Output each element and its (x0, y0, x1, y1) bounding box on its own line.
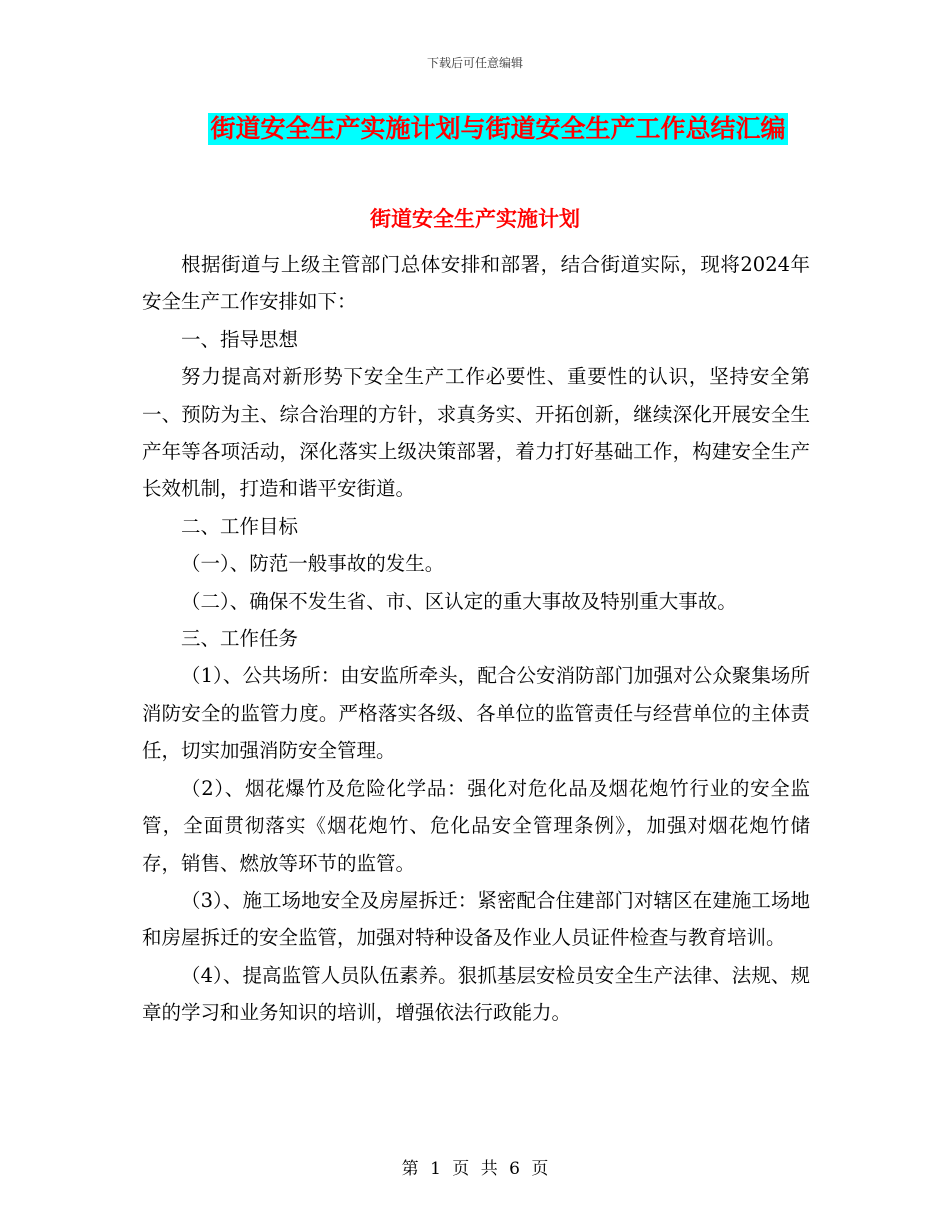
paragraph-intro: 根据街道与上级主管部门总体安排和部署，结合街道实际，现将2024年安全生产工作安排如下： (142, 253, 810, 314)
task-item-1: （1）、公共场所：由安监所牵头，配合公安消防部门加强对公众聚集场所消防安全的监管力度。严格落实各级、各单位的监管责任与经营单位的主体责任，切实加强消防安全管理。 (142, 664, 810, 763)
heading-work-goals: 二、工作目标 (181, 514, 299, 538)
goal-item-1: （一）、防范一般事故的发生。 (181, 552, 445, 576)
task-item-2: （2）、烟花爆竹及危险化学品：强化对危化品及烟花炮竹行业的安全监管，全面贯彻落实《烟花炮竹、危化品安全管理条例》，加强对烟花炮竹储存，销售、燃放等环节的监管。 (142, 776, 810, 875)
task-item-3: （3）、施工场地安全及房屋拆迁：紧密配合住建部门对辖区在建施工场地和房屋拆迁的安全监管，加强对特种设备及作业人员证件检查与教育培训。 (142, 888, 810, 950)
paragraph-guiding-ideology: 努力提高对新形势下安全生产工作必要性、重要性的认识，坚持安全第一、预防为主、综合治理的方针，求真务实、开拓创新，继续深化开展安全生产年等各项活动，深化落实上级决策部署，着力打好基础工作，构建安全生产长效机制，打造和谐平安街道。 (142, 365, 810, 501)
heading-guiding-ideology: 一、指导思想 (181, 327, 299, 351)
document-body (142, 246, 810, 1032)
section-title: 街道安全生产实施计划 (370, 206, 580, 231)
document-title: 街道安全生产实施计划与街道安全生产工作总结汇编 (210, 114, 786, 143)
page-footer: 第 1 页 共 6 页 (401, 1159, 549, 1179)
heading-work-tasks: 三、工作任务 (181, 627, 299, 651)
header-note: 下载后可任意编辑 (426, 56, 523, 70)
task-item-4: （4）、提高监管人员队伍素养。狠抓基层安检员安全生产法律、法规、规章的学习和业务知识的培训，增强依法行政能力。 (142, 963, 810, 1025)
main-title-container (0, 113, 950, 145)
goal-item-2: （二）、确保不发生省、市、区认定的重大事故及特别重大事故。 (181, 589, 737, 613)
